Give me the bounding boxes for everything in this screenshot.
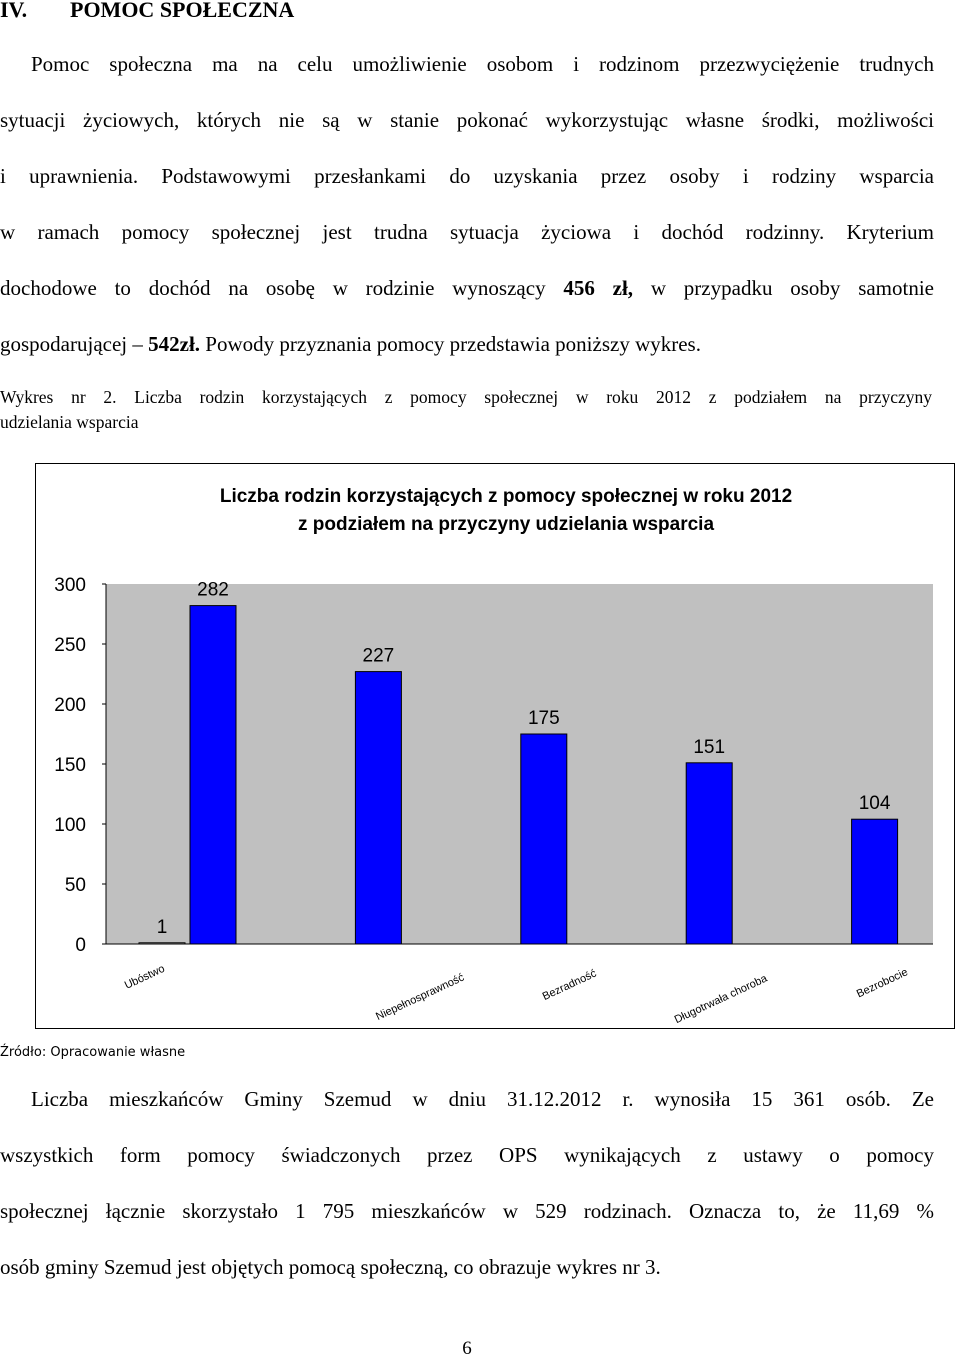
bar-niepełnosprawność	[355, 672, 401, 944]
section-heading	[0, 0, 294, 23]
y-tick-label: 100	[54, 815, 86, 836]
chart-source: Źródło: Opracowanie własne	[0, 1045, 186, 1060]
x-category-label: Ubóstwo	[122, 962, 167, 992]
income-threshold-family: 456 zł,	[563, 276, 634, 300]
data-label: 151	[693, 736, 726, 758]
bar-ubóstwo	[190, 606, 236, 944]
paragraph-line: Liczba mieszkańców Gminy Szemud w dniu 31.12.2012 r. wynosiła 15 361 osób. Ze	[31, 1087, 934, 1111]
x-category-label: Niepełnosprawność	[374, 971, 467, 1024]
x-category-label: Bezrobocie	[854, 966, 910, 1001]
y-tick-label: 50	[64, 875, 86, 896]
page-number: 6	[462, 1338, 472, 1359]
paragraph-line: osób gminy Szemud jest objętych pomocą społeczną, co obrazuje wykres nr 3.	[0, 1255, 661, 1279]
data-label: 282	[197, 579, 229, 601]
section-title: POMOC SPOŁECZNA	[70, 0, 295, 22]
bar-chart	[35, 463, 955, 1029]
bar-ubóstwo	[139, 943, 185, 944]
paragraph-line: i uprawnienia. Podstawowymi przesłankami do uzyskania przez osoby i rodziny wsparcia	[0, 164, 934, 188]
data-label: 1	[156, 916, 168, 938]
y-tick-label: 200	[54, 695, 86, 716]
paragraph-line: społecznej łącznie skorzystało 1 795 mieszkańców w 529 rodzinach. Oznacza to, że 11,69 %	[0, 1199, 934, 1223]
bar-bezradność	[521, 734, 567, 944]
data-label: 175	[527, 708, 560, 729]
paragraph-line: Pomoc społeczna ma na celu umożliwienie osobom i rodzinom przezwyciężenie trudnych	[31, 52, 934, 76]
caption-line: udzielania wsparcia	[0, 412, 139, 432]
section-number: IV.	[0, 0, 28, 22]
chart-title-line: Liczba rodzin korzystających z pomocy społecznej w roku 2012	[219, 486, 793, 507]
chart-title-line: z podziałem na przyczyny udzielania wsparcia	[297, 514, 715, 535]
caption-line: Wykres nr 2. Liczba rodzin korzystających z pomocy społecznej w roku 2012 z podziałem na przyczyny	[0, 387, 932, 407]
paragraph-line: dochodowe to dochód na osobę w rodzinie wynoszący 456 zł, w przypadku osoby samotnie	[0, 276, 935, 300]
paragraph-line: w ramach pomocy społecznej jest trudna sytuacja życiowa i dochód rodzinny. Kryterium	[0, 220, 934, 244]
data-label: 227	[362, 645, 395, 667]
bar-długotrwała choroba	[686, 763, 732, 944]
x-category-label: Bezradność	[540, 967, 599, 1003]
paragraph-line: sytuacji życiowych, których nie są w stanie pokonać wykorzystując własne środki, możliwości	[0, 108, 934, 132]
y-tick-label: 150	[54, 755, 86, 776]
y-tick-label: 0	[75, 935, 86, 956]
y-tick-label: 250	[54, 635, 86, 656]
paragraph-line: gospodarującej – 542zł. Powody przyznania pomocy przedstawia poniższy wykres.	[0, 332, 701, 356]
x-category-label: Długotrwała choroba	[672, 972, 770, 1027]
income-threshold-single: 542zł.	[148, 332, 201, 356]
bar-bezrobocie	[852, 819, 898, 944]
chart-canvas	[36, 464, 956, 1030]
y-tick-label: 300	[54, 575, 86, 596]
paragraph-line: wszystkich form pomocy świadczonych przez OPS wynikających z ustawy o pomocy	[0, 1143, 934, 1167]
data-label: 104	[858, 793, 891, 815]
